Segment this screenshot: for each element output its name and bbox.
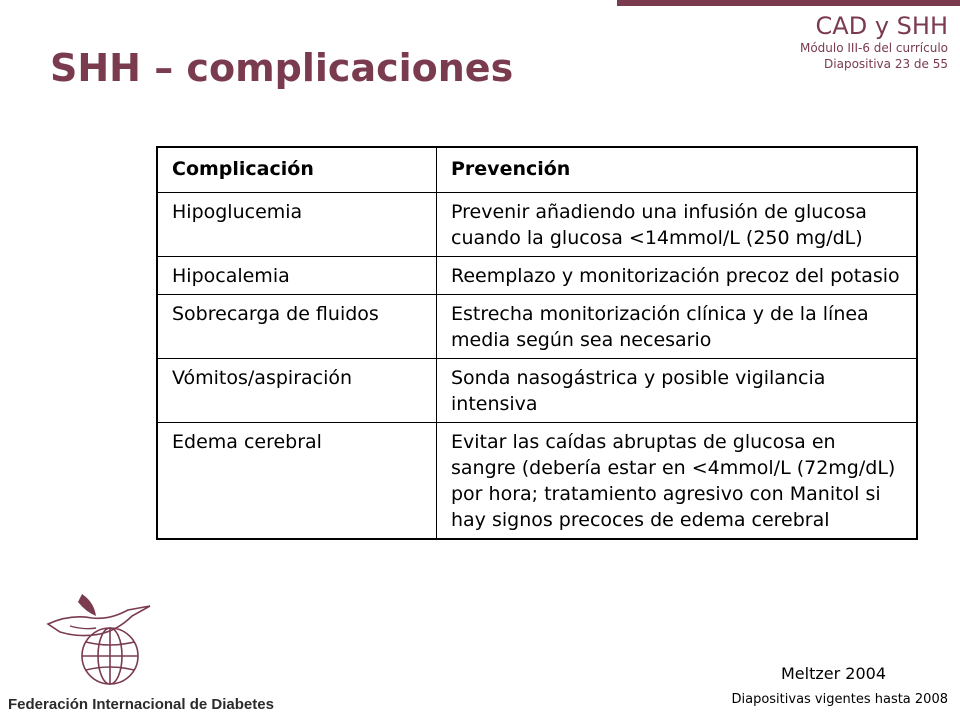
prevention-cell: Reemplazo y monitorización precoz del potasio — [437, 257, 918, 295]
prevention-cell: Estrecha monitorización clínica y de la línea media según sea necesario — [437, 295, 918, 359]
slide-header-info — [800, 12, 948, 72]
slide-counter: Diapositiva 23 de 55 — [824, 57, 948, 71]
page-title: SHH – complicaciones — [50, 46, 514, 90]
complication-cell: Edema cerebral — [157, 423, 437, 540]
complication-cell: Hipocalemia — [157, 257, 437, 295]
prevention-cell: Prevenir añadiendo una infusión de glucosa cuando la glucosa <14mmol/L (250 mg/dL) — [437, 193, 918, 257]
column-header-complication: Complicación — [157, 147, 437, 193]
complications-table — [156, 146, 918, 540]
complication-cell: Vómitos/aspiración — [157, 359, 437, 423]
prevention-cell: Sonda nasogástrica y posible vigilancia intensiva — [437, 359, 918, 423]
organization-name: Federación Internacional de Diabetes — [8, 696, 274, 713]
column-header-prevention: Prevención — [437, 147, 918, 193]
prevention-cell: Evitar las caídas abruptas de glucosa en sangre (debería estar en <4mmol/L (72mg/dL) por hora; tratamiento agresivo con Manitol si hay signos precoces de edema cerebral — [437, 423, 918, 540]
idf-hummingbird-globe-logo — [40, 590, 160, 690]
table-row — [157, 359, 917, 423]
citation: Meltzer 2004 — [781, 664, 886, 683]
validity-note: Diapositivas vigentes hasta 2008 — [731, 692, 948, 707]
table-row — [157, 193, 917, 257]
module-label: Módulo III-6 del currículo — [799, 41, 948, 55]
table-row — [157, 295, 917, 359]
course-title: CAD y SHH — [815, 12, 948, 40]
table-row — [157, 257, 917, 295]
complication-cell: Hipoglucemia — [157, 193, 437, 257]
complication-cell: Sobrecarga de fluidos — [157, 295, 437, 359]
top-accent-bar — [617, 0, 960, 6]
table-row — [157, 423, 917, 540]
table-header-row — [157, 147, 917, 193]
